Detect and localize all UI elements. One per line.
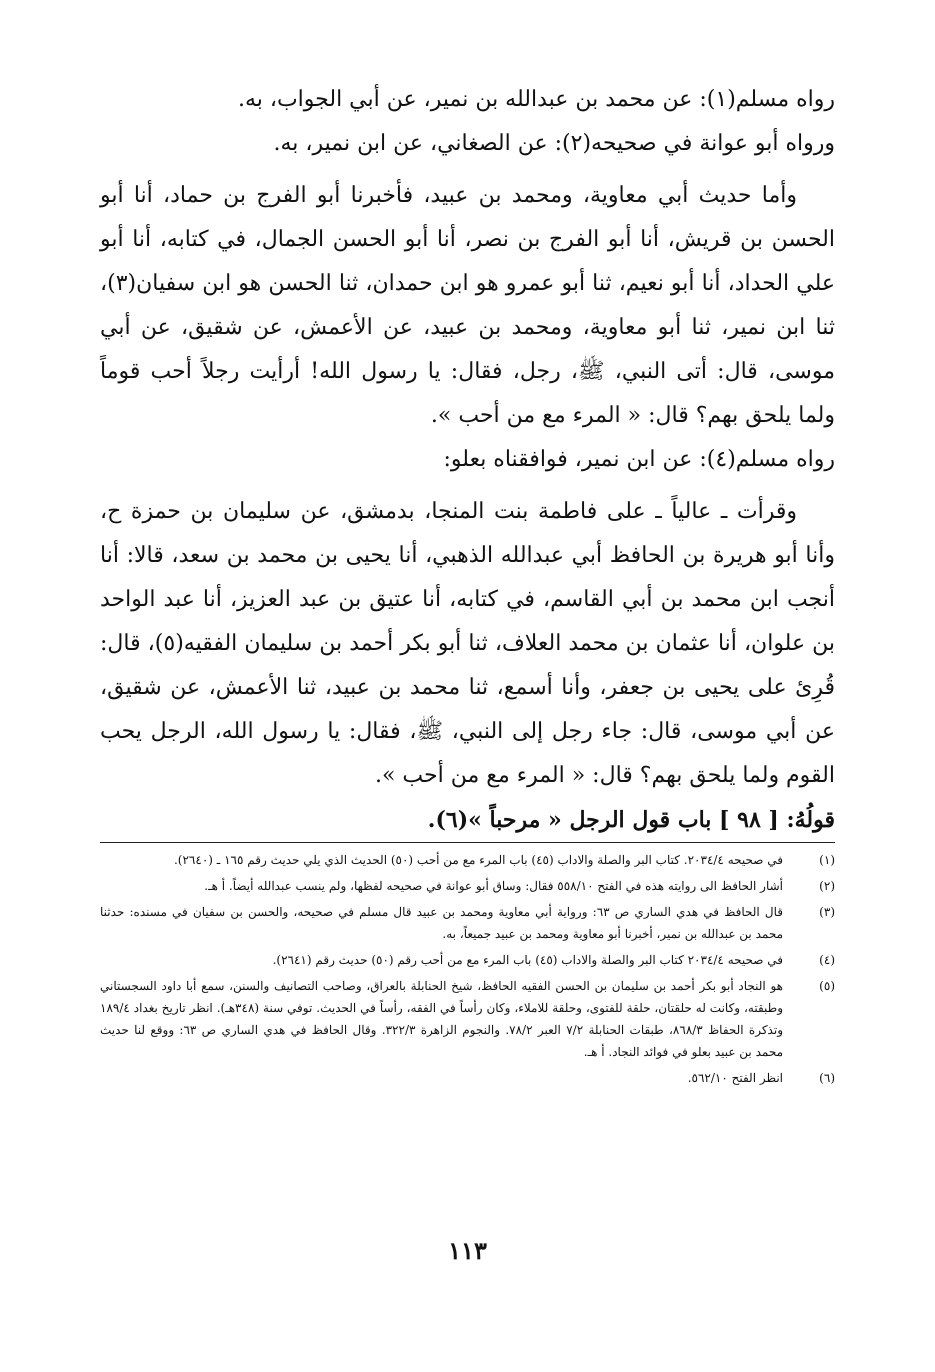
footnote-text: قال الحافظ في هدي الساري ص ٦٣: ورواية أبي معاوية ومحمد بن عبيد قال مسلم في صحيحه، والحسن بن سفيان في مسنده: حدثنا محمد بن عبدالله بن نمير، أخبرنا أبو معاوية ومحمد بن عبيد جميعاً، به. — [100, 905, 783, 941]
footnote-number: (٤) — [819, 953, 835, 967]
page-number: ١١٣ — [448, 1236, 487, 1265]
footnote-text: أشار الحافظ الى روايته هذه في الفتح ٥٥٨/١٠ فقال: وساق أبو عوانة في صحيحه لفظها، ولم ينسب عبدالله أيضاً. أ هـ. — [204, 879, 783, 893]
footnote-text: انظر الفتح ٥٦٢/١٠. — [687, 1071, 783, 1085]
paragraph-abu-awana: ورواه أبو عوانة في صحيحه(٢): عن الصغاني، عن ابن نمير، به. — [273, 131, 835, 156]
footnote-2 — [100, 875, 835, 897]
footnote-divider — [100, 842, 835, 843]
paragraph-muslim-1: رواه مسلم(١): عن محمد بن عبدالله بن نمير، عن أبي الجواب، به. — [237, 87, 835, 112]
footnote-6 — [100, 1067, 835, 1089]
footnote-3 — [100, 901, 835, 945]
footnote-number: (٥) — [819, 979, 835, 993]
footnote-number: (٢) — [819, 879, 835, 893]
footnote-number: (١) — [819, 853, 835, 867]
paragraph-muslim-4: رواه مسلم(٤): عن ابن نمير، فوافقناه بعلو: — [443, 447, 835, 472]
footnote-number: (٦) — [819, 1071, 835, 1085]
footnote-1 — [100, 849, 835, 871]
paragraph-abu-muawiya: وأما حديث أبي معاوية، ومحمد بن عبيد، فأخبرنا أبو الفرج بن حماد، أنا أبو الحسن بن قريش، أنا أبو الفرج بن نصر، أنا أبو الحسن الجمال، في كتابه، أنا أبو علي الحداد، أنا أبو نعيم، ثنا أبو عمرو هو ابن حمدان، ثنا الحسن هو ابن سفيان(٣)، ثنا ابن نمير، ثنا أبو معاوية، ومحمد بن عبيد، عن الأعمش، عن شقيق، عن أبي موسى، قال: أتى النبي، ﷺ، رجل، فقال: يا رسول الله! أرأيت رجلاً أحب قوماً ولما يلحق بهم؟ قال: « المرء مع من أحب ». — [100, 183, 835, 428]
footnotes — [100, 849, 835, 1089]
footnote-text: هو النجاد أبو بكر أحمد بن سليمان بن الحسن الفقيه الحافظ، شيخ الحنابلة بالعراق، وصاحب التصانيف والسنن، سمع أبا داود السجستاني وطبقته، وكانت له حلقتان، حلقة للفتوى، وحلقة للاملاء، وكان رأساً في الفقه، رأساً في الحديث. توفي سنة (٣٤٨هـ). انظر تاريخ بغداد ١٨٩/٤ وتذكرة الحفاظ ٨٦٨/٣، طبقات الحنابلة ٧/٢ العبر ٧٨/٢. والنجوم الزاهرة ٣٢٢/٣. وقال الحافظ في هدي الساري ص ٦٣: ووقع لنا حديث محمد بن عبيد بعلو في فوائد النجاد. أ هـ. — [100, 979, 784, 1059]
footnote-text: في صحيحه ٢٠٣٤/٤ كتاب البر والصلة والاداب (٤٥) باب المرء مع من أحب رقم (٥٠) حديث رقم (٢٦٤١). — [272, 953, 783, 967]
footnote-text: في صحيحه ٢٠٣٤/٤. كتاب البر والصلة والاداب (٤٥) باب المرء مع من أحب (٥٠) الحديث الذي يلي حديث رقم ١٦٥ ـ (٢٦٤٠). — [173, 853, 783, 867]
chapter-heading: قولُهُ: [ ٩٨ ] باب قول الرجل « مرحباً »(٦). — [427, 807, 835, 833]
footnote-4 — [100, 949, 835, 971]
main-text — [100, 78, 835, 840]
paragraph-fatima: وقرأت ـ عالياً ـ على فاطمة بنت المنجا، بدمشق، عن سليمان بن حمزة ح، وأنا أبو هريرة بن الحافظ أبي عبدالله الذهبي، أنا يحيى بن محمد بن سعد، قالا: أنا أنجب ابن محمد بن أبي القاسم، في كتابه، أنا عتيق بن عبد العزيز، أنا عبد الواحد بن علوان، أنا عثمان بن محمد العلاف، ثنا أبو بكر أحمد بن سليمان الفقيه(٥)، قال: قُرِئ على يحيى بن جعفر، وأنا أسمع، ثنا محمد بن عبيد، ثنا الأعمش، عن شقيق، عن أبي موسى، قال: جاء رجل إلى النبي، ﷺ، فقال: يا رسول الله، الرجل يحب القوم ولما يلحق بهم؟ قال: « المرء مع من أحب ». — [100, 499, 836, 788]
footnote-number: (٣) — [819, 905, 835, 919]
footnote-5 — [100, 975, 835, 1063]
